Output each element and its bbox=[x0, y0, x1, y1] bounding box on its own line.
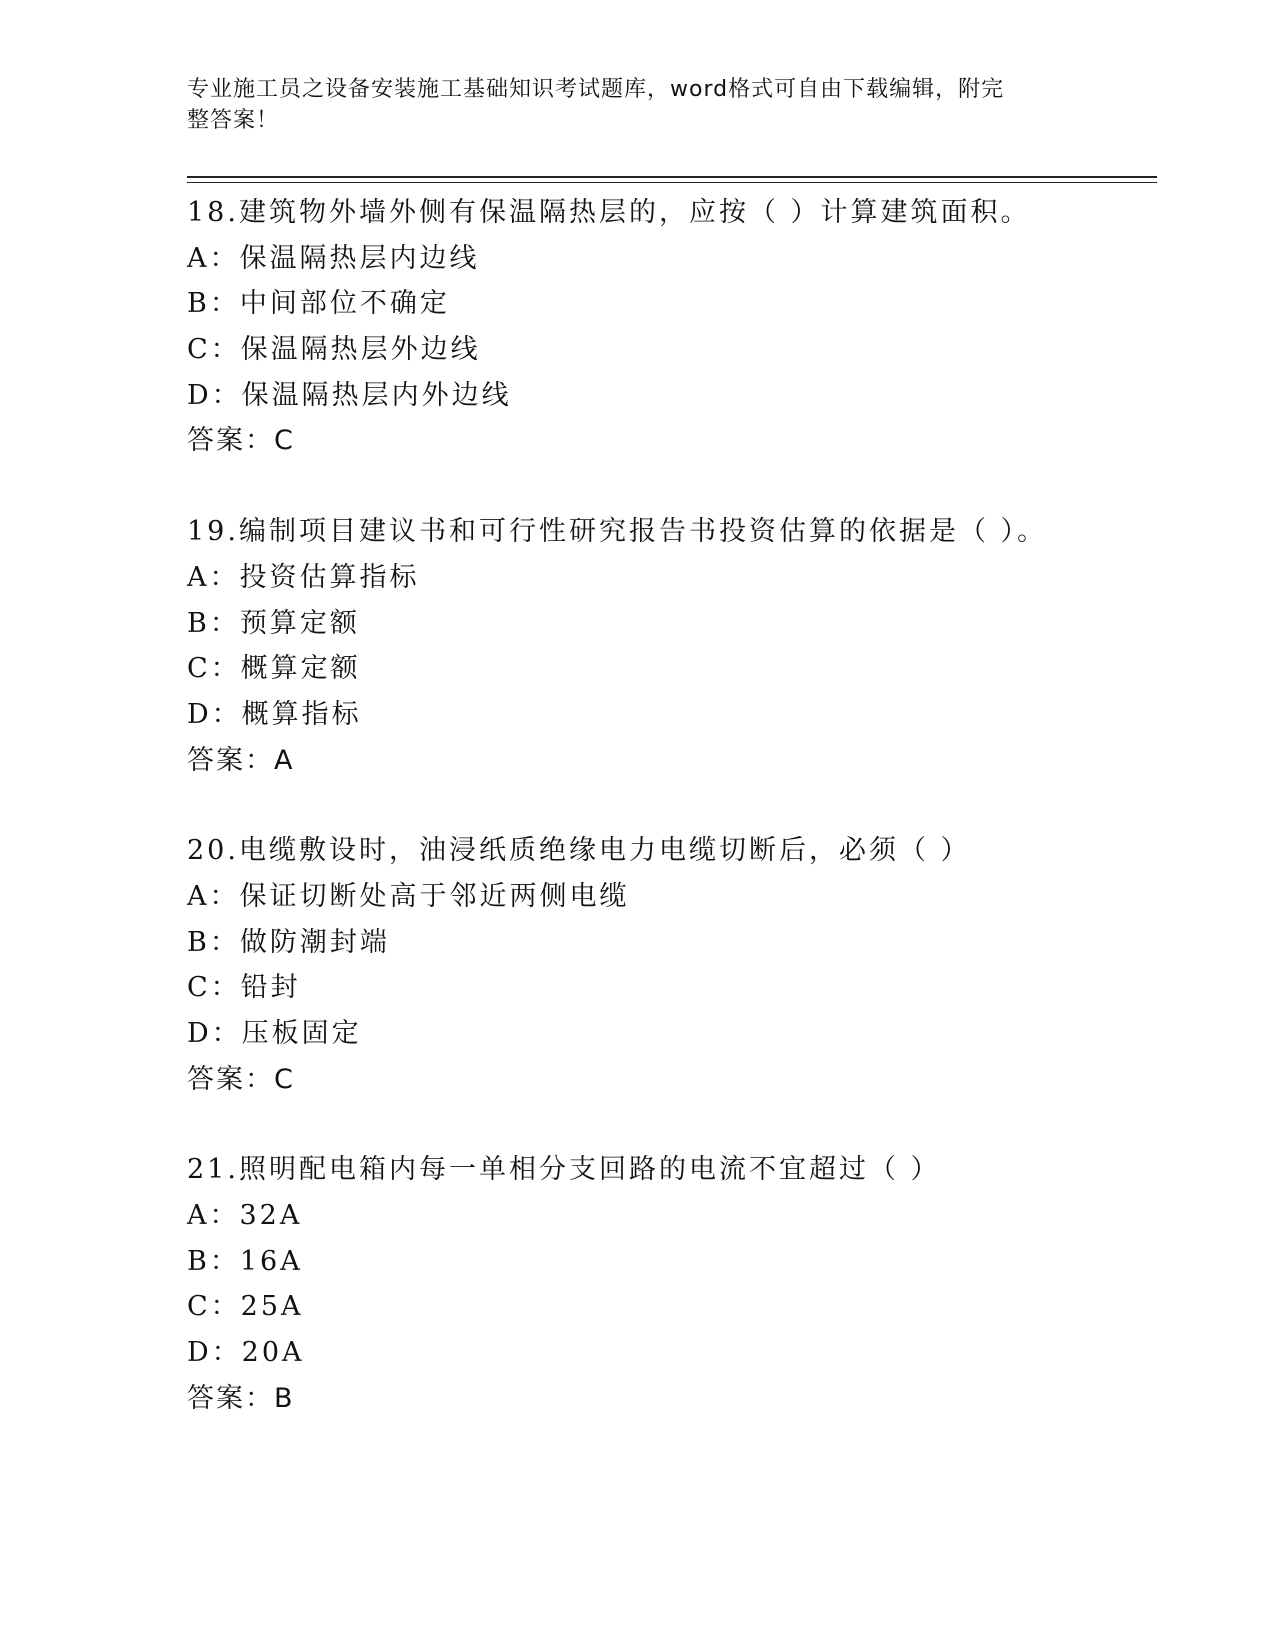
header-divider-thick bbox=[187, 176, 1157, 178]
option-a: A：32A bbox=[187, 1200, 303, 1232]
option-c: C：25A bbox=[187, 1291, 304, 1323]
option-c: C：铅封 bbox=[187, 972, 301, 1004]
document-header bbox=[187, 74, 1067, 136]
question-stem: 21.照明配电箱内每一单相分支回路的电流不宜超过（ ） bbox=[187, 1154, 941, 1186]
question-21 bbox=[187, 1147, 1147, 1421]
option-a: A：保温隔热层内边线 bbox=[187, 242, 480, 274]
header-divider-thin bbox=[187, 182, 1157, 183]
option-d: D：概算指标 bbox=[187, 698, 362, 730]
question-18 bbox=[187, 190, 1147, 464]
question-stem: 19.编制项目建议书和可行性研究报告书投资估算的依据是（ ）。 bbox=[187, 516, 1048, 548]
question-list bbox=[187, 190, 1147, 1422]
option-d: D：20A bbox=[187, 1337, 305, 1369]
answer-line: 答案：C bbox=[187, 425, 295, 457]
answer-line: 答案：C bbox=[187, 1063, 295, 1095]
question-stem: 18.建筑物外墙外侧有保温隔热层的，应按（ ）计算建筑面积。 bbox=[187, 197, 1031, 228]
option-b: B：做防潮封端 bbox=[187, 926, 390, 958]
question-19 bbox=[187, 509, 1147, 783]
option-a: A：保证切断处高于邻近两侧电缆 bbox=[187, 880, 630, 912]
option-b: B：预算定额 bbox=[187, 607, 360, 639]
option-d: D：保温隔热层内外边线 bbox=[187, 379, 512, 411]
option-c: C：概算定额 bbox=[187, 653, 361, 685]
question-20 bbox=[187, 828, 1147, 1102]
question-stem: 20.电缆敷设时，油浸纸质绝缘电力电缆切断后，必须（ ） bbox=[187, 835, 971, 867]
answer-line: 答案：A bbox=[187, 744, 295, 776]
option-d: D：压板固定 bbox=[187, 1018, 362, 1049]
answer-line: 答案：B bbox=[187, 1382, 295, 1414]
header-line-2: 整答案！ bbox=[187, 108, 280, 133]
option-a: A：投资估算指标 bbox=[187, 561, 420, 593]
option-b: B：中间部位不确定 bbox=[187, 288, 450, 320]
header-line-1: 专业施工员之设备安装施工基础知识考试题库，word格式可自由下载编辑，附完 bbox=[187, 77, 1005, 102]
option-b: B：16A bbox=[187, 1245, 303, 1277]
option-c: C：保温隔热层外边线 bbox=[187, 334, 481, 366]
